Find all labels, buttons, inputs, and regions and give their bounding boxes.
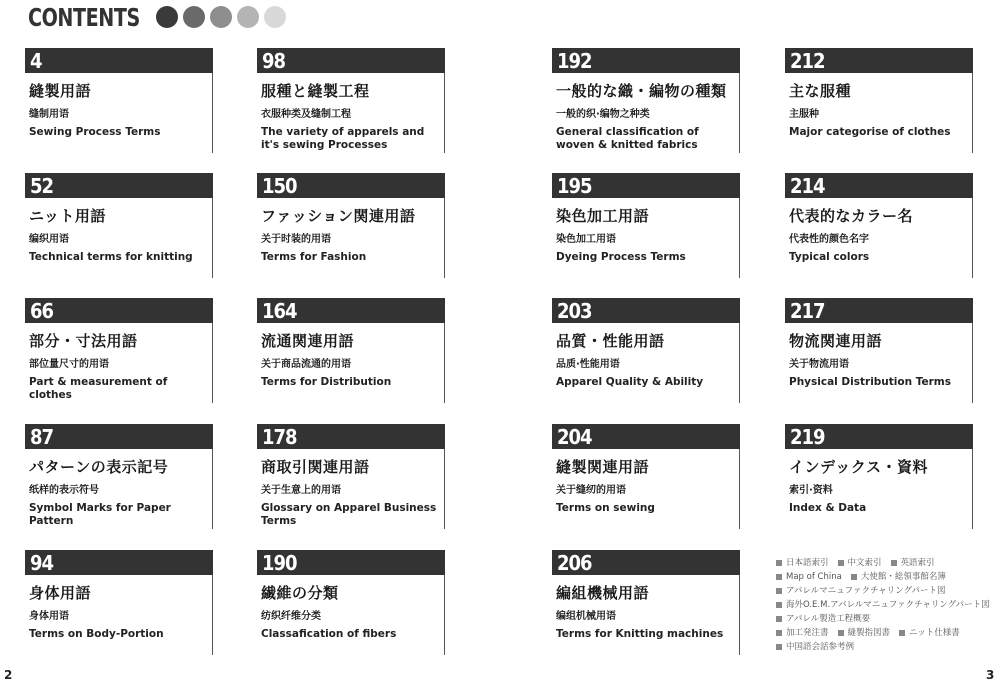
page-number-bar: 206 (552, 550, 740, 575)
chinese-subtitle: 纺织纤维分类 (261, 611, 321, 622)
contents-entry[interactable] (552, 550, 740, 656)
english-description: Classafication of fibers (261, 628, 397, 640)
appendix-item[interactable] (776, 584, 946, 598)
contents-entry[interactable] (25, 173, 213, 279)
card-divider (972, 198, 974, 278)
english-description: General classification of woven & knitted fabrics (556, 126, 699, 151)
appendix-row (776, 584, 999, 598)
appendix-row (776, 570, 999, 584)
page-number-bar: 214 (785, 173, 973, 198)
japanese-title: 縫製用語 (29, 82, 92, 100)
english-description: Sewing Process Terms (29, 126, 161, 138)
dot-icon (156, 6, 178, 28)
page-number-bar: 150 (257, 173, 445, 198)
appendix-item[interactable] (776, 640, 854, 654)
japanese-title: 繊維の分類 (261, 584, 339, 602)
chinese-subtitle: 关于商品流通的用语 (261, 359, 351, 370)
appendix-item[interactable] (776, 612, 870, 626)
square-bullet-icon (776, 588, 782, 594)
english-description: Dyeing Process Terms (556, 251, 686, 263)
appendix-row (776, 612, 999, 626)
square-bullet-icon (776, 602, 782, 608)
contents-header (28, 2, 286, 32)
appendix-list (776, 556, 999, 654)
square-bullet-icon (776, 560, 782, 566)
contents-entry[interactable] (25, 550, 213, 656)
chinese-subtitle: 身体用语 (29, 611, 69, 622)
chinese-subtitle: 衣服种类及缝制工程 (261, 109, 351, 120)
dot-icon (183, 6, 205, 28)
contents-entry[interactable] (25, 298, 213, 404)
square-bullet-icon (776, 574, 782, 580)
appendix-item[interactable] (776, 598, 990, 612)
english-description: Apparel Quality & Ability (556, 376, 704, 388)
appendix-row (776, 556, 999, 570)
card-divider (212, 198, 214, 278)
english-description: Physical Distribution Terms (789, 376, 952, 388)
chinese-subtitle: 部位量尺寸的用语 (29, 359, 109, 370)
appendix-item-label: 加工発注書 (786, 628, 829, 638)
english-description: Technical terms for knitting (29, 251, 193, 263)
appendix-item[interactable] (899, 626, 960, 640)
appendix-item-label: 中文索引 (847, 558, 882, 568)
square-bullet-icon (776, 616, 782, 622)
english-description: Terms on Body-Portion (29, 628, 164, 640)
page-number-bar: 190 (257, 550, 445, 575)
japanese-title: 編組機械用語 (556, 584, 650, 602)
contents-entry[interactable] (552, 173, 740, 279)
card-divider (444, 449, 446, 529)
chinese-subtitle: 关于时装的用语 (261, 234, 331, 245)
page-number-bar: 66 (25, 298, 213, 323)
card-divider (972, 73, 974, 153)
page-number-bar: 219 (785, 424, 973, 449)
contents-entry[interactable] (552, 424, 740, 530)
decorative-dots (156, 6, 286, 28)
chinese-subtitle: 关于生意上的用语 (261, 485, 341, 496)
appendix-item[interactable] (851, 570, 946, 584)
english-description: Typical colors (789, 251, 870, 263)
japanese-title: インデックス・資料 (789, 458, 929, 476)
contents-entry[interactable] (785, 173, 973, 279)
square-bullet-icon (899, 630, 905, 636)
japanese-title: 商取引関連用語 (261, 458, 370, 476)
card-divider (972, 449, 974, 529)
chinese-subtitle: 主服种 (789, 109, 819, 120)
appendix-item[interactable] (776, 570, 842, 584)
appendix-row (776, 640, 999, 654)
japanese-title: 流通関連用語 (261, 332, 355, 350)
english-description: Terms for Knitting machines (556, 628, 724, 640)
appendix-item-label: 縫製指図書 (847, 628, 891, 638)
english-description: Terms for Fashion (261, 251, 367, 263)
page-number-right: 3 (986, 668, 995, 682)
card-divider (444, 198, 446, 278)
chinese-subtitle: 品质·性能用语 (556, 359, 620, 370)
contents-title: CONTENTS (28, 2, 140, 32)
card-divider (444, 73, 446, 153)
page-number-bar: 217 (785, 298, 973, 323)
appendix-item[interactable] (891, 556, 935, 570)
chinese-subtitle: 缝制用语 (29, 109, 69, 120)
japanese-title: 代表的なカラー名 (789, 207, 914, 225)
page-number-bar: 178 (257, 424, 445, 449)
card-divider (212, 449, 214, 529)
chinese-subtitle: 编织用语 (29, 234, 69, 245)
english-description: Major categorise of clothes (789, 126, 951, 138)
english-description: Index & Data (789, 502, 867, 514)
japanese-title: ニット用語 (29, 207, 106, 225)
japanese-title: 品質・性能用語 (556, 332, 665, 350)
chinese-subtitle: 索引·资料 (789, 485, 833, 496)
contents-entry[interactable] (257, 298, 445, 404)
japanese-title: 物流関連用語 (789, 332, 883, 350)
english-description: Part & measurement of clothes (29, 376, 168, 401)
english-description: Glossary on Apparel Business Terms (261, 502, 437, 527)
dot-icon (210, 6, 232, 28)
page-number-bar: 52 (25, 173, 213, 198)
japanese-title: 主な服種 (789, 82, 852, 100)
chinese-subtitle: 纸样的表示符号 (29, 485, 99, 496)
appendix-item-label: 中国語会話参考例 (786, 642, 855, 652)
chinese-subtitle: 编组机械用语 (556, 611, 616, 622)
chinese-subtitle: 染色加工用语 (556, 234, 616, 245)
dot-icon (237, 6, 259, 28)
contents-entry[interactable] (257, 48, 445, 154)
contents-entry[interactable] (25, 48, 213, 154)
appendix-item-label: アパレルマニュファクチャリングパート図 (786, 586, 946, 596)
appendix-item[interactable] (838, 556, 882, 570)
page-number-bar: 87 (25, 424, 213, 449)
appendix-row (776, 598, 999, 612)
contents-entry[interactable] (257, 550, 445, 656)
contents-entry[interactable] (257, 173, 445, 279)
contents-entry[interactable] (785, 298, 973, 404)
contents-entry[interactable] (785, 424, 973, 530)
appendix-item-label: Map of China (786, 572, 842, 582)
card-divider (739, 323, 741, 403)
card-divider (212, 323, 214, 403)
square-bullet-icon (776, 644, 782, 650)
card-divider (739, 575, 741, 655)
card-divider (212, 575, 214, 655)
dot-icon (264, 6, 286, 28)
english-description: Terms for Distribution (261, 376, 392, 388)
square-bullet-icon (891, 560, 897, 566)
japanese-title: 染色加工用語 (556, 207, 650, 225)
english-description: The variety of apparels and it's sewing Processes (261, 126, 425, 151)
page-number-bar: 164 (257, 298, 445, 323)
chinese-subtitle: 代表性的颜色名字 (789, 234, 869, 245)
appendix-item-label: アパレル製造工程概要 (786, 614, 871, 624)
contents-entry[interactable] (552, 48, 740, 154)
card-divider (972, 323, 974, 403)
english-description: Symbol Marks for Paper Pattern (29, 502, 171, 527)
contents-entry[interactable] (25, 424, 213, 530)
chinese-subtitle: 一般的织·编物之种类 (556, 109, 650, 120)
page-number-bar: 192 (552, 48, 740, 73)
card-divider (444, 323, 446, 403)
square-bullet-icon (851, 574, 857, 580)
page-number-bar: 94 (25, 550, 213, 575)
square-bullet-icon (776, 630, 782, 636)
appendix-item-label: ニット仕様書 (909, 628, 960, 638)
japanese-title: 身体用語 (29, 584, 92, 602)
appendix-item-label: 日本語索引 (786, 558, 829, 568)
page-number-bar: 4 (25, 48, 213, 73)
appendix-item[interactable] (776, 556, 829, 570)
page-number-bar: 98 (257, 48, 445, 73)
card-divider (739, 198, 741, 278)
contents-entry[interactable] (785, 48, 973, 154)
card-divider (739, 73, 741, 153)
appendix-item-label: 海外O.E.M.アパレルマニュファクチャリングパート図 (786, 600, 990, 610)
square-bullet-icon (838, 630, 844, 636)
page-number-bar: 203 (552, 298, 740, 323)
chinese-subtitle: 关于物流用语 (789, 359, 849, 370)
japanese-title: 部分・寸法用語 (29, 332, 138, 350)
page-number-bar: 212 (785, 48, 973, 73)
square-bullet-icon (838, 560, 844, 566)
page-number-left: 2 (4, 668, 13, 682)
appendix-item[interactable] (776, 626, 829, 640)
card-divider (444, 575, 446, 655)
appendix-item-label: 大使館・総領事館名簿 (860, 572, 946, 582)
japanese-title: 服種と縫製工程 (261, 82, 370, 100)
appendix-row (776, 626, 999, 640)
japanese-title: パターンの表示記号 (29, 458, 169, 476)
page-number-bar: 195 (552, 173, 740, 198)
english-description: Terms on sewing (556, 502, 655, 514)
japanese-title: 一般的な織・編物の種類 (556, 82, 727, 100)
contents-entry[interactable] (257, 424, 445, 530)
card-divider (739, 449, 741, 529)
chinese-subtitle: 关于缝纫的用语 (556, 485, 626, 496)
appendix-item-label: 英語索引 (900, 558, 935, 568)
card-divider (212, 73, 214, 153)
japanese-title: 縫製関連用語 (556, 458, 650, 476)
page-number-bar: 204 (552, 424, 740, 449)
japanese-title: ファッション関連用語 (261, 207, 416, 225)
appendix-item[interactable] (838, 626, 891, 640)
contents-entry[interactable] (552, 298, 740, 404)
